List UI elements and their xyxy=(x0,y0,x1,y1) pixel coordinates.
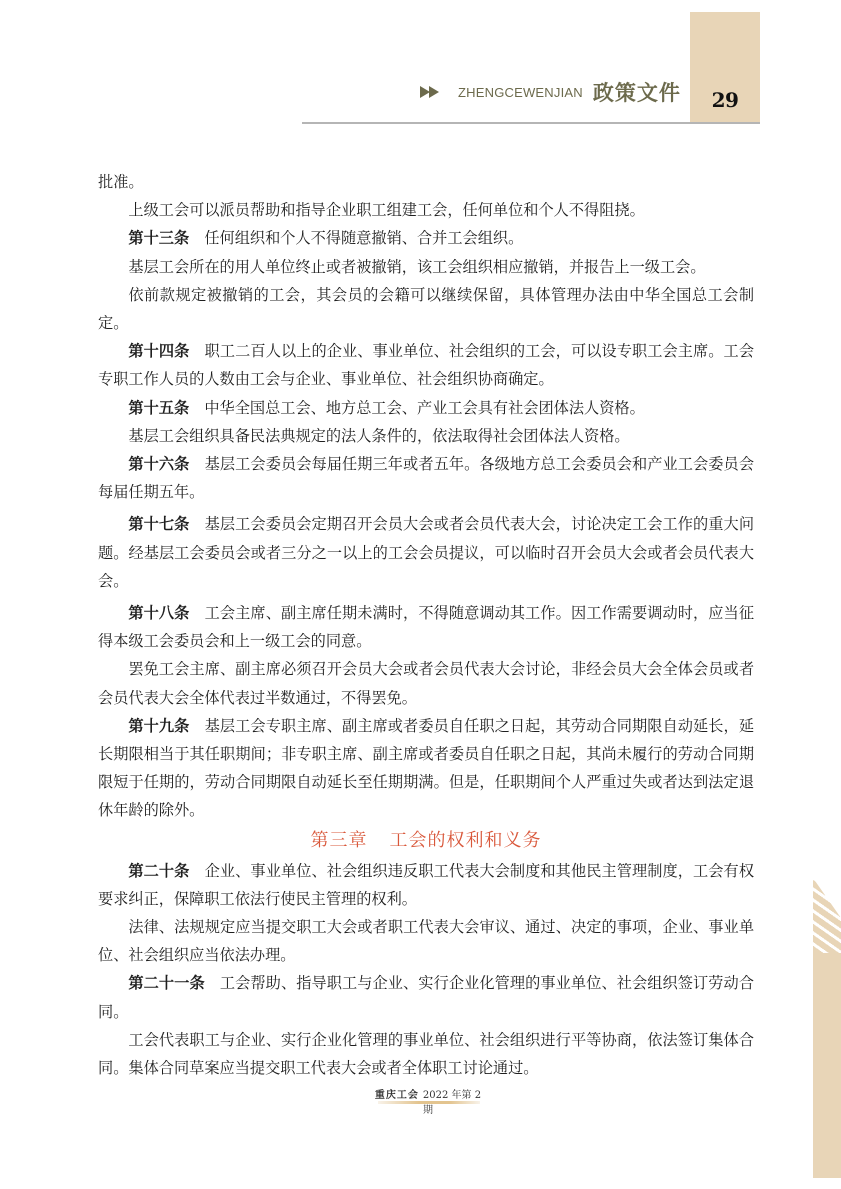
running-header xyxy=(420,78,681,106)
article-text: 基层工会专职主席、副主席或者委员自任职之日起，其劳动合同期限自动延长，延长期限相当于其任职期间；非专职主席、副主席或者委员自任职之日起，其尚未履行的劳动合同期限短于任期的，劳动合同期限自动延长至任期期满。但是，任职期间个人严重过失或者达到法定退休年龄的除外。 xyxy=(98,716,755,820)
header-divider xyxy=(302,122,760,124)
paragraph: 工会代表职工与企业、实行企业化管理的事业单位、社会组织进行平等协商，依法签订集体合同。集体合同草案应当提交职工代表大会或者全体职工讨论通过。 xyxy=(98,1030,754,1078)
article-number: 第二十一条 xyxy=(128,974,205,993)
article-text: 中华全国总工会、地方总工会、产业工会具有社会团体法人资格。 xyxy=(204,398,645,417)
paragraph: 罢免工会主席、副主席必须召开会员大会或者会员代表大会讨论，非经会员大会全体会员或者会员代表大会全体代表过半数通过，不得罢免。 xyxy=(98,660,754,707)
article-text: 基层工会委员会每届任期三年或者五年。各级地方总工会委员会和产业工会委员会每届任期五年。 xyxy=(98,455,755,502)
article-number: 第十八条 xyxy=(128,604,190,623)
paragraph: 基层工会组织具备民法典规定的法人条件的，依法取得社会团体法人资格。 xyxy=(128,426,630,445)
paragraph: 法律、法规规定应当提交职工大会或者职工代表大会审议、通过、决定的事项，企业、事业单位、社会组织应当依法办理。 xyxy=(98,918,754,965)
article-paragraph xyxy=(98,224,754,252)
chapter-number: 第三章 xyxy=(310,829,368,851)
paragraph: 依前款规定被撤销的工会，其会员的会籍可以继续保留，具体管理办法由中华全国总工会制定。 xyxy=(98,285,754,333)
article-paragraph xyxy=(98,857,754,913)
article-paragraph xyxy=(98,712,754,825)
page-number: 29 xyxy=(711,88,739,112)
article-paragraph xyxy=(98,599,754,655)
section-name-en: ZHENGCEWENJIAN xyxy=(458,84,583,100)
double-right-arrow-icon xyxy=(420,86,442,98)
decorative-hatch xyxy=(813,878,841,953)
article-body xyxy=(98,168,754,1082)
article-number: 第十五条 xyxy=(128,398,190,417)
paragraph: 批准。 xyxy=(98,173,144,191)
article-text: 职工二百人以上的企业、事业单位、社会组织的工会，可以设专职工会主席。工会专职工作人员的人数由工会与企业、事业单位、社会组织协商确定。 xyxy=(98,342,755,389)
article-text: 企业、事业单位、社会组织违反职工代表大会制度和其他民主管理制度，工会有权要求纠正，保障职工依法行使民主管理的权利。 xyxy=(98,861,755,908)
article-number: 第十四条 xyxy=(128,342,190,361)
magazine-name: 重庆工会 xyxy=(374,1090,419,1101)
section-name-cn: 政策文件 xyxy=(592,81,681,105)
article-paragraph xyxy=(98,450,754,506)
article-paragraph xyxy=(98,969,754,1025)
footer-underline xyxy=(378,1101,480,1104)
article-number: 第十七条 xyxy=(128,515,190,534)
article-paragraph xyxy=(98,510,754,595)
page-number-block xyxy=(690,12,760,123)
article-text: 基层工会委员会定期召开会员大会或者会员代表大会，讨论决定工会工作的重大问题。经基层工会委员会或者三分之一以上的工会会员提议，可以临时召开会员大会或者会员代表大会。 xyxy=(98,515,755,590)
article-number: 第十三条 xyxy=(128,229,190,248)
article-number: 第十九条 xyxy=(128,716,190,735)
article-number: 第十六条 xyxy=(128,455,190,474)
article-paragraph xyxy=(98,337,754,393)
paragraph: 上级工会可以派员帮助和指导企业职工组建工会，任何单位和个人不得阻挠。 xyxy=(128,201,645,220)
article-text: 工会主席、副主席任期未满时，不得随意调动其工作。因工作需要调动时，应当征得本级工会委员会和上一级工会的同意。 xyxy=(98,604,755,651)
article-paragraph xyxy=(98,394,754,422)
chapter-heading xyxy=(98,825,754,857)
article-text: 任何组织和个人不得随意撤销、合并工会组织。 xyxy=(204,229,524,248)
article-text: 工会帮助、指导职工与企业、实行企业化管理的事业单位、社会组织签订劳动合同。 xyxy=(98,974,755,1021)
paragraph: 基层工会所在的用人单位终止或者被撤销，该工会组织相应撤销，并报告上一级工会。 xyxy=(128,257,706,276)
article-number: 第二十条 xyxy=(128,861,190,880)
issue-info: 2022 年第 2 期 xyxy=(422,1090,482,1116)
chapter-title: 工会的权利和义务 xyxy=(389,829,542,851)
